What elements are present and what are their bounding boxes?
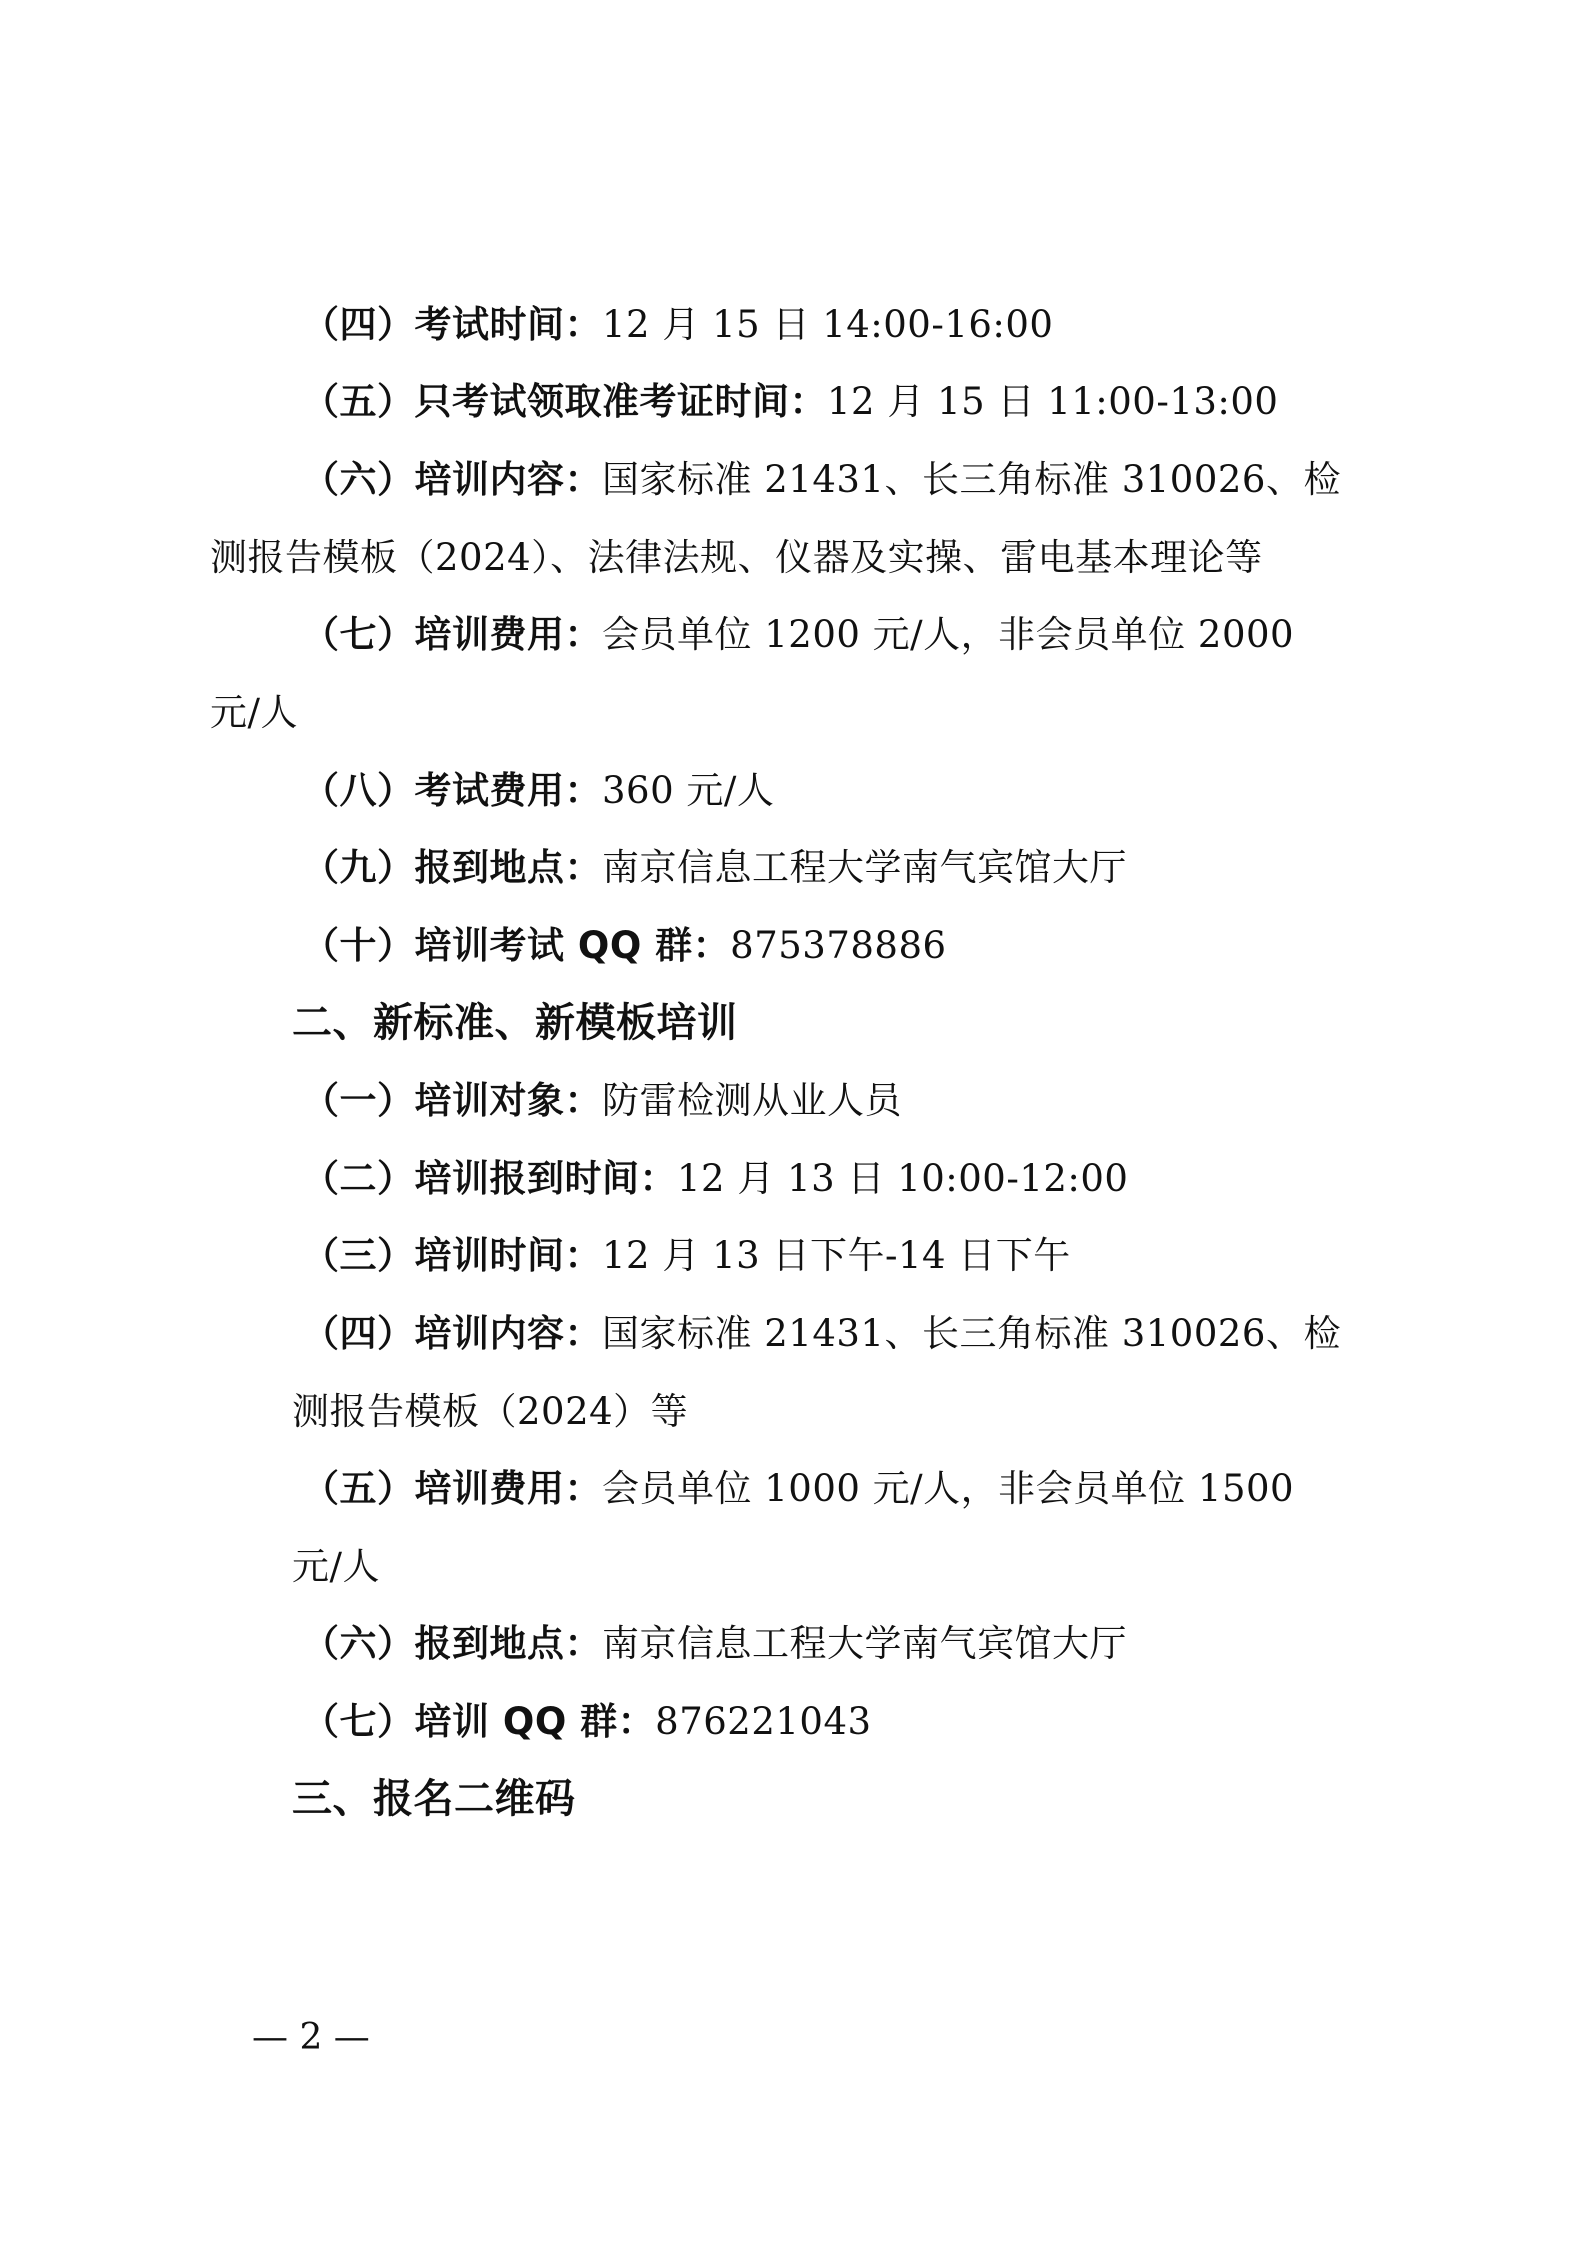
exam-qq-group-label: （十）培训考试 QQ 群： — [302, 924, 731, 967]
exam-fee-line — [302, 769, 775, 812]
exam-time-line — [302, 303, 1054, 346]
training-content-line — [302, 458, 1341, 501]
page-number: — 2 — — [252, 2017, 370, 2058]
new-checkin-location-value: 南京信息工程大学南气宾馆大厅 — [602, 1622, 1127, 1665]
new-training-fee-value-1: 会员单位 1000 元/人，非会员单位 1500 — [602, 1467, 1295, 1510]
new-checkin-location-line — [302, 1622, 1127, 1665]
training-qq-group-value: 876221043 — [655, 1700, 872, 1743]
training-qq-group-label: （七）培训 QQ 群： — [302, 1700, 656, 1743]
training-fee-value-2: 元/人 — [210, 691, 298, 734]
admission-ticket-time-label: （五）只考试领取准考证时间： — [302, 380, 827, 423]
checkin-location-label: （九）报到地点： — [302, 846, 602, 889]
training-fee-value-1: 会员单位 1200 元/人，非会员单位 2000 — [602, 613, 1295, 656]
training-time-label: （三）培训时间： — [302, 1234, 602, 1277]
new-training-content-value-2: 测报告模板（2024）等 — [292, 1390, 689, 1433]
section-3-heading: 三、报名二维码 — [292, 1776, 576, 1822]
new-training-fee-continuation — [292, 1545, 380, 1588]
section-2-heading: 二、新标准、新模板培训 — [292, 1000, 738, 1046]
training-content-value-1: 国家标准 21431、长三角标准 310026、检 — [602, 458, 1341, 501]
target-audience-line — [302, 1079, 902, 1122]
training-fee-line — [302, 613, 1295, 656]
training-checkin-time-label: （二）培训报到时间： — [302, 1157, 677, 1200]
target-audience-value: 防雷检测从业人员 — [602, 1079, 902, 1122]
exam-qq-group-line — [302, 924, 947, 967]
training-checkin-time-line — [302, 1157, 1129, 1200]
target-audience-label: （一）培训对象： — [302, 1079, 602, 1122]
new-checkin-location-label: （六）报到地点： — [302, 1622, 602, 1665]
exam-qq-group-value: 875378886 — [730, 924, 947, 967]
new-training-fee-line — [302, 1467, 1295, 1510]
training-fee-label: （七）培训费用： — [302, 613, 602, 656]
checkin-location-line — [302, 846, 1127, 889]
admission-ticket-time-line — [302, 380, 1279, 423]
new-training-content-continuation — [292, 1390, 689, 1433]
exam-fee-value: 360 元/人 — [602, 769, 775, 812]
training-content-label: （六）培训内容： — [302, 458, 602, 501]
training-checkin-time-value: 12 月 13 日 10:00-12:00 — [677, 1157, 1129, 1200]
new-training-content-label: （四）培训内容： — [302, 1312, 602, 1355]
training-content-value-2: 测报告模板（2024）、法律法规、仪器及实操、雷电基本理论等 — [210, 536, 1263, 579]
checkin-location-value: 南京信息工程大学南气宾馆大厅 — [602, 846, 1127, 889]
new-training-content-line — [302, 1312, 1341, 1355]
training-time-value: 12 月 13 日下午-14 日下午 — [602, 1234, 1071, 1277]
new-training-fee-label: （五）培训费用： — [302, 1467, 602, 1510]
training-fee-continuation — [210, 691, 298, 734]
training-content-continuation — [210, 536, 1263, 579]
training-time-line — [302, 1234, 1071, 1277]
exam-time-label: （四）考试时间： — [302, 303, 602, 346]
exam-time-value: 12 月 15 日 14:00-16:00 — [602, 303, 1054, 346]
new-training-fee-value-2: 元/人 — [292, 1545, 380, 1588]
new-training-content-value-1: 国家标准 21431、长三角标准 310026、检 — [602, 1312, 1341, 1355]
exam-fee-label: （八）考试费用： — [302, 769, 602, 812]
training-qq-group-line — [302, 1700, 872, 1743]
admission-ticket-time-value: 12 月 15 日 11:00-13:00 — [827, 380, 1279, 423]
